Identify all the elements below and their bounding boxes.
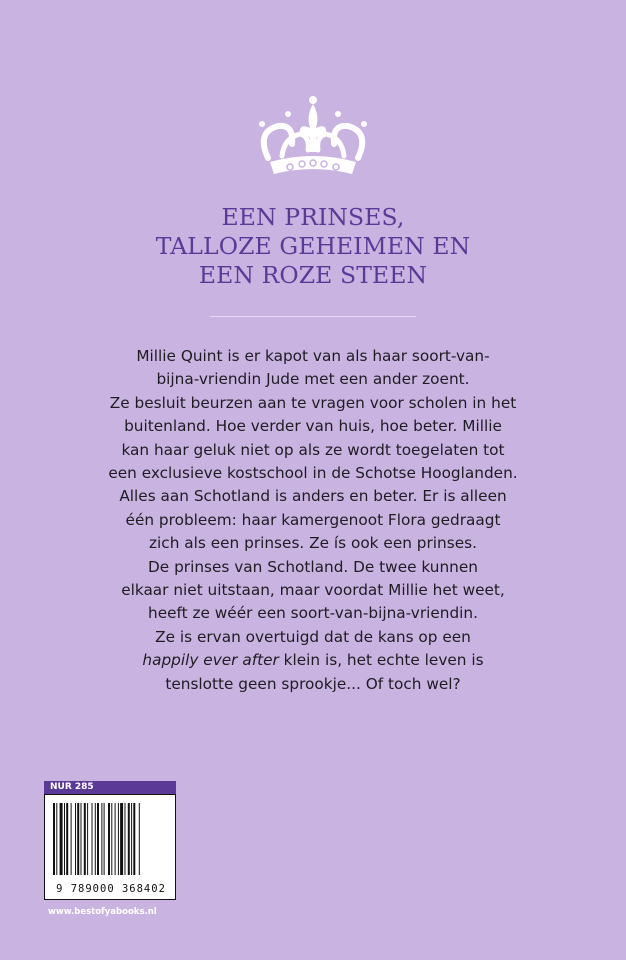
barcode-bar (128, 803, 130, 875)
barcode-bar (77, 803, 79, 875)
blurb-line: Ze besluit beurzen aan te vragen voor scholen in het (109, 393, 517, 412)
barcode-bar (133, 803, 135, 875)
barcode-bar (92, 803, 93, 875)
barcode-bar (66, 803, 68, 875)
barcode-bar (131, 803, 132, 875)
publisher-url: www.bestofyabooks.nl (48, 907, 157, 917)
barcode-bar (111, 803, 112, 875)
divider (210, 316, 416, 317)
barcode-bar (120, 803, 123, 875)
blurb-line: Alles aan Schotland is anders en beter. Er is alleen (119, 487, 507, 506)
barcode-bar (53, 803, 55, 875)
blurb-line: bijna-vriendin Jude met een ander zoent. (156, 370, 470, 389)
headline-line-1: EEN PRINSES, (221, 203, 405, 231)
barcode-bar (104, 803, 105, 875)
blurb-line: De prinses van Schotland. De twee kunnen (148, 557, 478, 576)
blurb-line: één probleem: haar kamergenoot Flora gedraagt (125, 510, 501, 529)
barcode-bar (64, 803, 65, 875)
barcode-bar (95, 803, 96, 875)
blurb (70, 345, 556, 696)
blurb-line: elkaar niet uitstaan, maar voordat Millie het weet, (121, 581, 505, 600)
blurb-line: heeft ze wéér een soort-van-bijna-vriendin. (148, 604, 478, 623)
isbn-number: 9 789000 368402 (56, 883, 166, 895)
blurb-line: buitenland. Hoe verder van huis, hoe beter. Millie (124, 417, 502, 436)
barcode (44, 794, 176, 900)
barcode-bar (87, 803, 88, 875)
barcode-bar (108, 803, 110, 875)
blurb-line: kan haar geluk niet op als ze wordt toegelaten tot (121, 440, 505, 459)
barcode-bar (81, 803, 82, 875)
blurb-line: zich als een prinses. Ze ís ook een prinses. (149, 534, 477, 553)
barcode-bar (115, 803, 116, 875)
blurb-after-italic: klein is, het echte leven is (278, 651, 484, 670)
blurb-line: Ze is ervan overtuigd dat de kans op een (155, 627, 471, 646)
barcode-bars (53, 803, 169, 875)
blurb-line: Millie Quint is er kapot van als haar soort-van- (136, 347, 490, 365)
headline-line-2: TALLOZE GEHEIMEN EN (155, 232, 471, 260)
blurb-line: tenslotte geen sprookje... Of toch wel? (165, 674, 461, 693)
barcode-bar (71, 803, 72, 875)
nur-label: NUR 285 (44, 781, 176, 794)
barcode-bar (84, 803, 86, 875)
blurb-line (70, 649, 556, 672)
barcode-bar (118, 803, 119, 875)
headline (0, 203, 626, 290)
barcode-bar (97, 803, 99, 875)
barcode-bar (101, 803, 102, 875)
barcode-bar (125, 803, 126, 875)
blurb-line: een exclusieve kostschool in de Schotse Hooglanden. (108, 464, 518, 483)
barcode-bar (60, 803, 63, 875)
crown-icon (248, 92, 378, 192)
barcode-bar (56, 803, 57, 875)
barcode-bar (139, 803, 140, 875)
headline-line-3: EEN ROZE STEEN (198, 261, 428, 289)
barcode-bar (75, 803, 76, 875)
blurb-italic: happily ever after (142, 651, 279, 670)
